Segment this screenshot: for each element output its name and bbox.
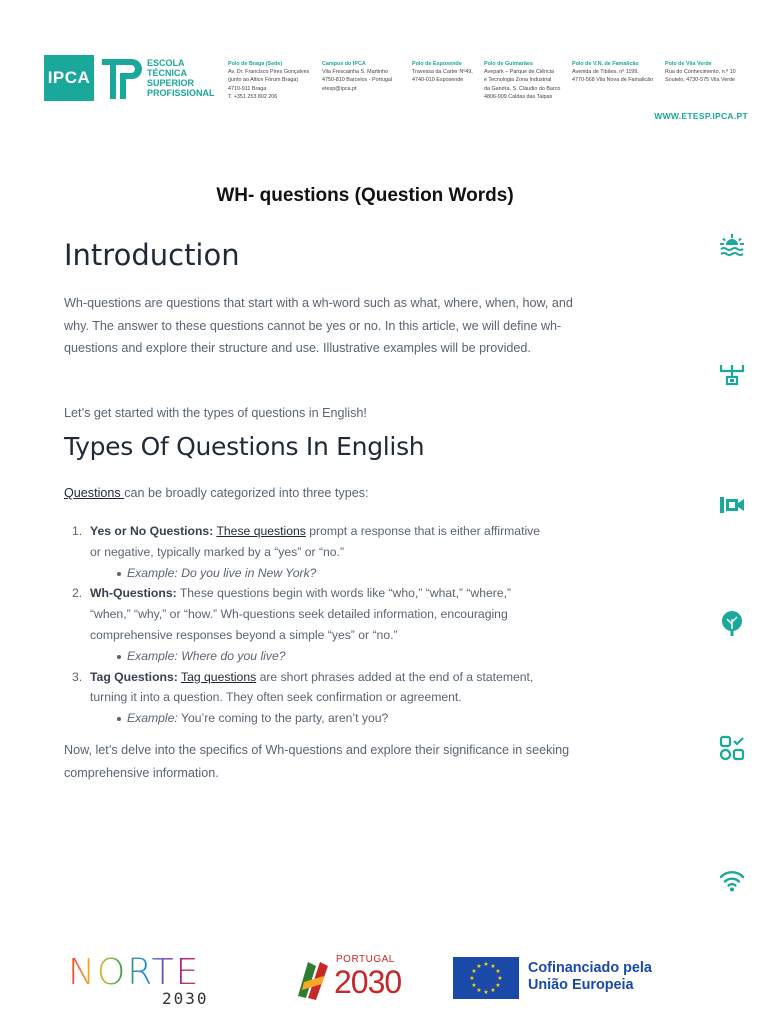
document-title: WH- questions (Question Words) — [216, 185, 514, 206]
eu-cofunding-text: Cofinanciado pela União Europeia — [528, 960, 652, 993]
network-structure-icon — [719, 361, 745, 387]
website-link[interactable]: WWW.ETESP.IPCA.PT — [654, 111, 748, 121]
example-list — [90, 708, 552, 729]
tag-questions-link[interactable]: Tag questions — [180, 669, 257, 684]
types-intro: Questions can be broadly categorized into three types: — [64, 486, 369, 500]
eu-flag-icon — [453, 957, 519, 999]
apps-grid-icon — [719, 735, 745, 761]
questions-link[interactable]: Questions — [64, 486, 125, 500]
these-questions-link[interactable]: These questions — [216, 524, 306, 538]
svg-text:★: ★ — [476, 987, 482, 994]
campus-braga: Polo de Braga (Sede) Av. Dr. Francisco Pires Gonçalves (junto ao Altice Fórum Braga) 4710-911 Braga T. +351 253 802 206 — [228, 61, 310, 100]
campus-guimaraes: Polo de Guimarães Avepark – Parque de Ciência e Tecnologia Zona Industrial da Gandra, S. Cláudio do Barco 4806-909 Caldas das Taipas — [484, 61, 561, 100]
sun-waves-icon — [719, 232, 745, 258]
svg-text:★: ★ — [471, 982, 477, 989]
campus-esposende: Polo de Esposende Travessa da Carter Nº49, 4740-010 Esposende — [412, 61, 473, 84]
list-item: 3. Tag Questions: Tag questions are short phrases added at the end of a statement, turning it into a question. They often seek confirmation or agreement. Example: You’re coming to the party, aren’t you? — [72, 667, 552, 729]
svg-text:★: ★ — [483, 961, 489, 968]
example-item: Example: You’re coming to the party, aren’t you? — [117, 708, 552, 729]
svg-text:★: ★ — [471, 968, 477, 975]
campus-ipca: Campus do IPCA Vila Frescainha S. Martinho 4750-810 Barcelos · Portugal etesp@ipca.pt — [322, 61, 393, 92]
types-heading: Types Of Questions In English — [64, 432, 425, 461]
campus-vila-verde: Polo de Vila Verde Rua do Conhecimento, n.º 10 Soutelo, 4730-575 Vila Verde — [665, 61, 736, 84]
svg-text:★: ★ — [490, 963, 496, 970]
svg-text:★: ★ — [490, 987, 496, 994]
example-item: Example: Where do you live? — [117, 646, 552, 667]
school-name: ESCOLA TÉCNICA SUPERIOR PROFISSIONAL — [147, 58, 215, 98]
tree-icon — [719, 611, 745, 637]
campus-famalicao: Polo de V.N. de Famalicão Avenida de Tibães, nº 1199, 4770-568 Vila Nova de Famalicão — [572, 61, 654, 84]
question-types-list — [72, 521, 552, 729]
intro-paragraph: Wh-questions are questions that start with a wh-word such as what, where, when, how, and why. The answer to these questions cannot be yes or no. In this article, we will define wh-questions and explore their structure and use. Illustrative examples will be provided. — [64, 296, 573, 355]
etesp-logo-mark — [100, 55, 142, 101]
portugal-flag-ribbon-icon — [294, 956, 334, 1000]
svg-text:★: ★ — [469, 975, 475, 982]
type-label: Yes or No Questions: — [90, 524, 214, 538]
portugal-2030-logo: PORTUGAL 2030 — [294, 952, 426, 1004]
wifi-icon — [719, 868, 745, 894]
letterhead — [0, 0, 768, 130]
svg-text:★: ★ — [483, 989, 489, 996]
list-item: 1. Yes or No Questions: These questions prompt a response that is either affirmative or negative, typically marked by a “yes” or “no.” Example: Do you live in New York? — [72, 521, 552, 583]
svg-text:★: ★ — [495, 968, 501, 975]
intro-heading: Introduction — [64, 238, 240, 272]
video-camera-icon — [719, 492, 745, 518]
list-item: 2. Wh-Questions: These questions begin with words like “who,” “what,” “where,” “when,” “why,” or “how.” Wh-questions seek detailed information, encouraging comprehensive responses beyond a simple “yes” or “no.” Example: Where do you live? — [72, 583, 552, 666]
svg-text:★: ★ — [495, 982, 501, 989]
intro-cta: Let’s get started with the types of questions in English! — [64, 406, 367, 420]
ipca-logo: IPCA — [44, 55, 94, 101]
example-list — [90, 646, 552, 667]
example-list — [90, 563, 552, 584]
type-label: Wh-Questions: — [90, 586, 177, 601]
type-label: Tag Questions: — [90, 669, 178, 684]
example-item: Example: Do you live in New York? — [117, 563, 552, 584]
svg-text:★: ★ — [497, 975, 503, 982]
svg-text:★: ★ — [476, 963, 482, 970]
closing-paragraph: Now, let’s delve into the specifics of Wh-questions and explore their significance in seeking comprehensive information. — [64, 743, 570, 780]
norte-2030-logo: NORTE 2030 — [68, 952, 209, 1008]
